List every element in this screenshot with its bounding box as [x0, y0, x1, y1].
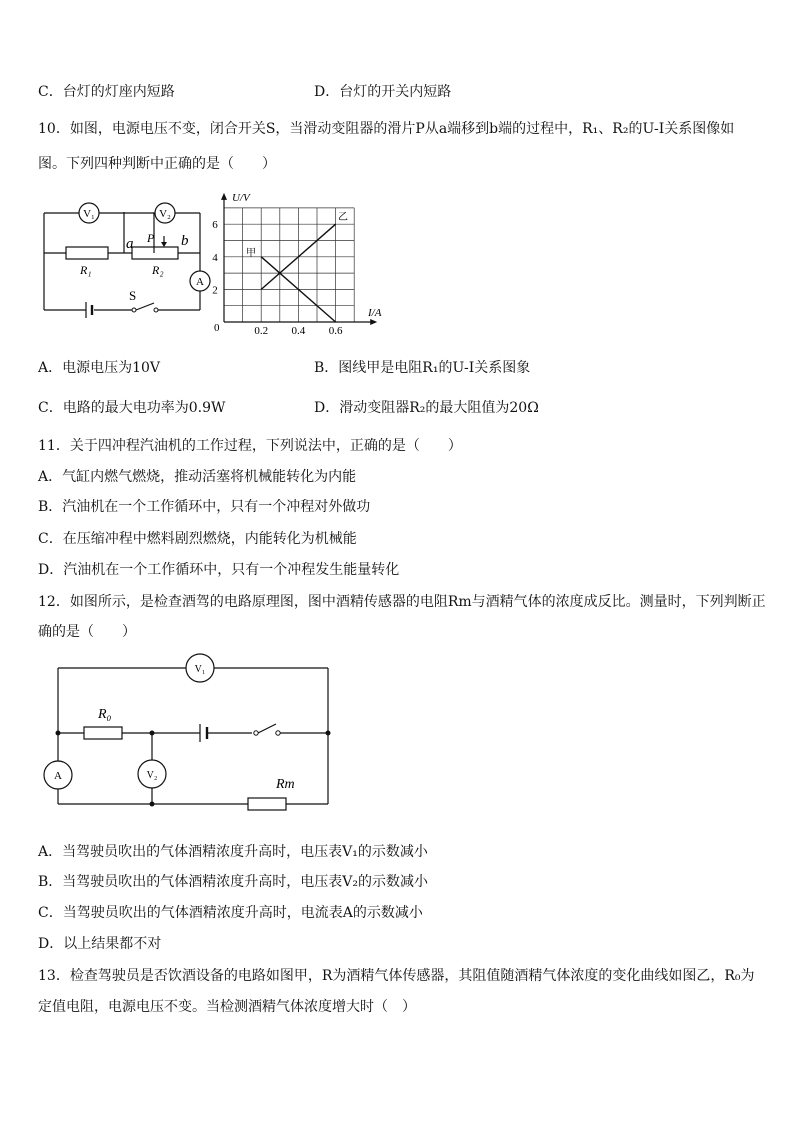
q10-option-d: D．滑动变阻器R₂的最大阻值为20Ω: [314, 400, 539, 416]
y-tick-label: 6: [212, 219, 218, 232]
q10-option-a: A．电源电压为10V: [38, 360, 161, 376]
q13-stem-line2: 定值电阻，电源电压不变。当检测酒精气体浓度增大时（ ）: [38, 999, 416, 1015]
q11-option-c: C．在压缩冲程中燃料剧烈燃烧，内能转化为机械能: [38, 531, 357, 547]
y-axis-arrow: [221, 193, 227, 200]
q9-option-d: D．台灯的开关内短路: [314, 84, 452, 100]
point-b-label: b: [181, 233, 189, 249]
y-tick-label: 2: [212, 284, 218, 297]
line-jia-label: 甲: [246, 248, 256, 259]
x-tick-label: 0.4: [291, 325, 306, 337]
q12-circuit-diagram: [40, 652, 340, 812]
v2-label: V₂: [146, 770, 158, 781]
origin-label: 0: [214, 322, 220, 334]
q11-option-d: D．汽油机在一个工作循环中，只有一个冲程发生能量转化: [38, 562, 400, 578]
q10-option-c: C．电路的最大电功率为0.9W: [38, 400, 226, 416]
q10-option-b: B．图线甲是电阻R₁的U-I关系图象: [314, 360, 531, 376]
q12-option-d: D．以上结果都不对: [38, 936, 162, 952]
v1-label: V₁: [83, 208, 95, 220]
q10-stem-line2: 图。下列四种判断中正确的是（ ）: [38, 156, 276, 172]
y-tick-label: 4: [212, 251, 218, 264]
q12-stem-line2: 确的是（ ）: [38, 624, 136, 640]
q13-stem-line1: 13．检查驾驶员是否饮酒设备的电路如图甲，R为酒精气体传感器，其阻值随酒精气体浓度的变化曲线如图乙，R₀为: [38, 968, 755, 984]
slider-p-label: P: [147, 231, 155, 245]
r2-label: R₂: [152, 263, 164, 277]
q11-option-b: B．汽油机在一个工作循环中，只有一个冲程对外做功: [38, 499, 371, 515]
q10-stem-line1: 10．如图，电源电压不变，闭合开关S，当滑动变阻器的滑片P从a端移到b端的过程中，R₁、R₂的U-I关系图像如: [38, 121, 735, 137]
point-a-label: a: [126, 236, 134, 252]
line-yi-label: 乙: [338, 212, 348, 223]
q11-stem: 11．关于四冲程汽油机的工作过程，下列说法中，正确的是（ ）: [38, 438, 462, 454]
ammeter-label: A: [196, 276, 204, 288]
q11-option-a: A．气缸内燃气燃烧，推动活塞将机械能转化为内能: [38, 469, 357, 485]
x-axis-arrow: [370, 319, 377, 325]
ammeter-label: A: [54, 770, 62, 782]
q9-option-c: C．台灯的灯座内短路: [38, 84, 175, 100]
q12-option-c: C．当驾驶员吹出的气体酒精浓度升高时，电流表A的示数减小: [38, 905, 423, 921]
q10-circuit-diagram: [36, 196, 216, 322]
r1-label: R₁: [80, 263, 92, 277]
r0-label: R₀: [98, 707, 112, 722]
q12-option-b: B．当驾驶员吹出的气体酒精浓度升高时，电压表V₂的示数减小: [38, 874, 429, 890]
q12-option-a: A．当驾驶员吹出的气体酒精浓度升高时，电压表V₁的示数减小: [38, 844, 428, 860]
y-axis-label: U/V: [232, 192, 250, 204]
switch-s-label: S: [129, 288, 137, 303]
x-tick-label: 0.6: [328, 325, 343, 337]
v2-label: V₂: [159, 208, 171, 220]
x-axis-label: I/A: [368, 307, 382, 319]
q10-ui-graph: [206, 188, 390, 338]
rm-label: Rm: [276, 777, 295, 792]
x-tick-label: 0.2: [254, 325, 269, 337]
v1-label: V₁: [194, 664, 206, 675]
q12-stem-line1: 12．如图所示，是检查酒驾的电路原理图，图中酒精传感器的电阻Rm与酒精气体的浓度成反比。测量时，下列判断正: [38, 594, 766, 610]
